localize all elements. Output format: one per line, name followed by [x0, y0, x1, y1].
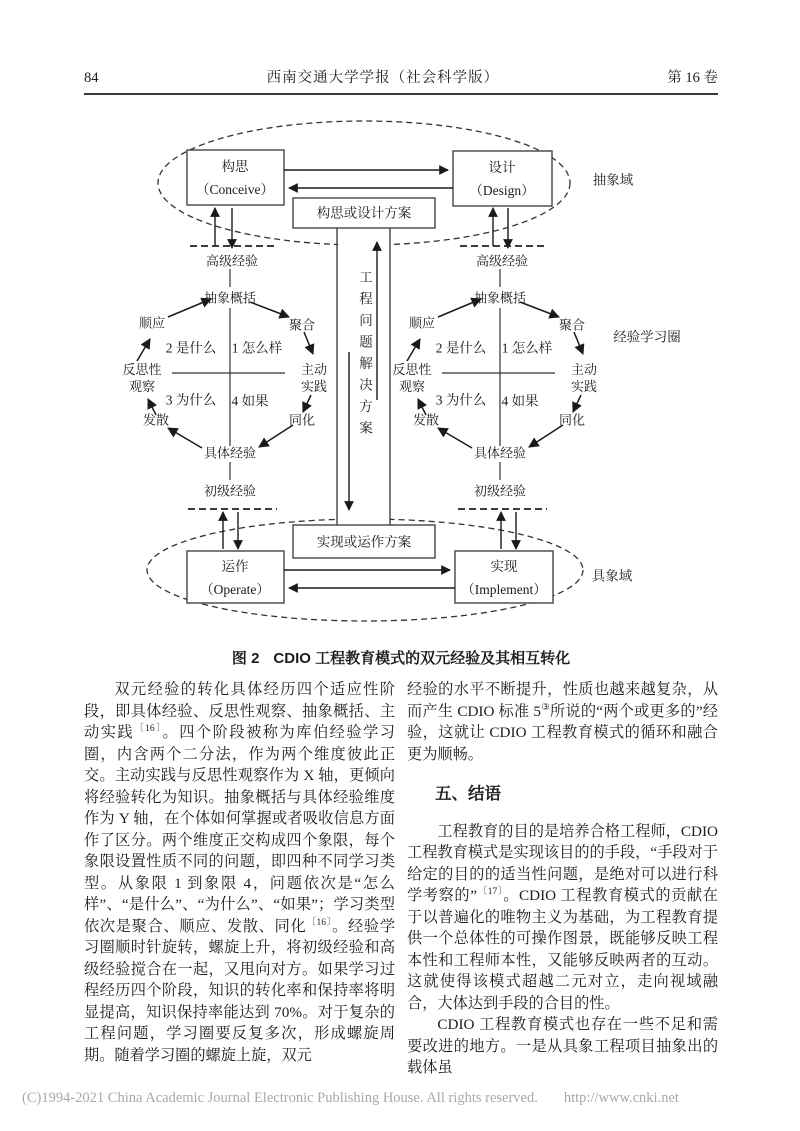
left-accommodating-label: 顺应	[138, 315, 166, 331]
design-box-label: 设计 （Design）	[469, 160, 535, 198]
left-converge-to-active-arrow	[304, 332, 313, 354]
right-advanced-exp-label: 高级经验	[475, 253, 529, 269]
right-reflective-label: 反思性 观察	[392, 362, 432, 394]
right-diverging-label: 发散	[412, 412, 440, 428]
left-quadrant-2-label: 2 是什么	[165, 340, 217, 356]
right-accommodating-label: 顺应	[408, 315, 436, 331]
left-quadrant-1-label: 1 怎么样	[231, 340, 283, 356]
operate-box-label: 运作 （Operate）	[200, 559, 270, 597]
right-quadrant-2-label: 2 是什么	[435, 340, 487, 356]
copyright-text: (C)1994-2021 China Academic Journal Electronic Publishing House. All rights reserved.	[22, 1090, 538, 1106]
right-converge-to-active-arrow	[574, 332, 583, 354]
figure-caption-number: 图 2	[231, 650, 260, 667]
left-concrete-exp-label: 具体经验	[203, 445, 257, 461]
left-assimilating-label: 同化	[288, 412, 316, 428]
right-quadrant-3-label: 3 为什么	[435, 392, 487, 408]
left-concrete-to-diverge-arrow	[168, 428, 202, 448]
right-paragraph-2: 工程教育的目的是培养合格工程师，CDIO 工程教育模式是实现该目的的手段，“手段对于给定的目的的适当性问题，是绝对可以进行科学考察的”$^{〔17〕}$。CDIO 工程教育模式的贡献在于以普遍化的唯物主义为基础，为工程教育提供一个总体性的可操作图景，既能够反映工程本性和工程师本性，又能够反映两者的互动。这就使得该模式超越二元对立，走向视域融合，大体达到手段的合目的性。	[407, 822, 718, 1012]
right-active-label: 主动 实践	[570, 362, 598, 394]
left-active-label: 主动 实践	[300, 362, 328, 394]
left-quadrant-3-label: 3 为什么	[165, 392, 217, 408]
left-converging-label: 聚合	[288, 317, 316, 333]
channel-text: 工程问题解决方案	[357, 270, 372, 442]
left-primary-exp-label: 初级经验	[203, 483, 257, 499]
abstract-domain-label: 抽象域	[592, 172, 634, 188]
right-reflective-to-accommodate-arrow	[407, 339, 420, 361]
section-heading: 五、结语	[435, 785, 501, 803]
left-reflective-label: 反思性 观察	[122, 362, 162, 394]
learning-circle-label: 经验学习圈	[613, 329, 681, 345]
right-active-to-assimilate-arrow	[573, 395, 581, 412]
page-header	[84, 66, 718, 87]
right-concrete-to-diverge-arrow	[438, 428, 472, 448]
conceive-box-label: 构思 （Conceive）	[196, 159, 274, 197]
header-volume: 第 16 卷	[667, 70, 718, 86]
left-abstract-label: 抽象概括	[203, 290, 257, 306]
top-plan-label: 构思或设计方案	[316, 205, 412, 221]
implement-box-label: 实现 （Implement）	[461, 559, 547, 597]
bottom-plan-label: 实现或运作方案	[316, 534, 412, 550]
left-quadrant-4-label: 4 如果	[231, 393, 269, 409]
concrete-domain-label: 具象域	[591, 568, 633, 584]
right-converging-label: 聚合	[558, 317, 586, 333]
header-page-number: 84	[84, 70, 99, 86]
figure-diagram	[80, 118, 720, 633]
right-paragraph-3: CDIO 工程教育模式也存在一些不足和需要改进的地方。一是从具象工程项目抽象出的载体虽	[407, 1016, 718, 1076]
figure-caption-title: CDIO 工程教育模式的双元经验及其相互转化	[273, 650, 571, 667]
right-abstract-label: 抽象概括	[473, 290, 527, 306]
left-reflective-to-accommodate-arrow	[137, 339, 150, 361]
left-assimilate-to-concrete-arrow	[259, 425, 293, 447]
right-quadrant-4-label: 4 如果	[501, 393, 539, 409]
right-assimilate-to-concrete-arrow	[529, 425, 563, 447]
body-left-column	[84, 679, 395, 1066]
cnki-url: http://www.cnki.net	[563, 1090, 679, 1106]
page-footer	[22, 1090, 679, 1107]
left-active-to-assimilate-arrow	[303, 395, 311, 412]
right-continuation-paragraph: 经验的水平不断提升，性质也越来越复杂，从而产生 CDIO 标准 5③所说的“两个或更多的”经验，这就让 CDIO 工程教育模式的循环和融合更为顺畅。	[407, 681, 718, 763]
body-right-column	[407, 679, 718, 1079]
left-advanced-exp-label: 高级经验	[205, 253, 259, 269]
figure-caption	[84, 647, 718, 668]
left-diverging-label: 发散	[142, 412, 170, 428]
right-assimilating-label: 同化	[558, 412, 586, 428]
right-quadrant-1-label: 1 怎么样	[501, 340, 553, 356]
left-paragraph: 双元经验的转化具体经历四个适应性阶段，即具体经验、反思性观察、抽象概括、主动实践$^{〔16〕}$。四个阶段被称为库伯经验学习圈，内含两个二分法，作为两个维度彼此正交。主动实践与反思性观察作为 X 轴，更倾向将经验转化为知识。抽象概括与具体经验维度作为 Y 轴，在个体如何掌握或者吸收信息方面作了区分。两个维度正交构成四个象限，每个象限设置性质不同的问题，即四种不同学习类型。从象限 1 到象限 4，问题依次是“怎么样”、“是什么”、“为什么”、“如果”；学习类型依次是聚合、顺应、发散、同化$^{〔16〕}$。经验学习圈顺时针旋转，螺旋上升，将初级经验和高级经验搅合在一起，又甩向对方。如果学习过程经历四个阶段，知识的转化率和保持率将明显提高，知识保持率能达到 70%。对于复杂的工程问题，学习圈要反复多次，形成螺旋周期。随着学习圈的螺旋上旋，双元	[84, 681, 396, 1064]
header-rule	[84, 93, 718, 95]
right-primary-exp-label: 初级经验	[473, 483, 527, 499]
header-journal-title: 西南交通大学学报（社会科学版）	[266, 70, 500, 86]
right-concrete-exp-label: 具体经验	[473, 445, 527, 461]
